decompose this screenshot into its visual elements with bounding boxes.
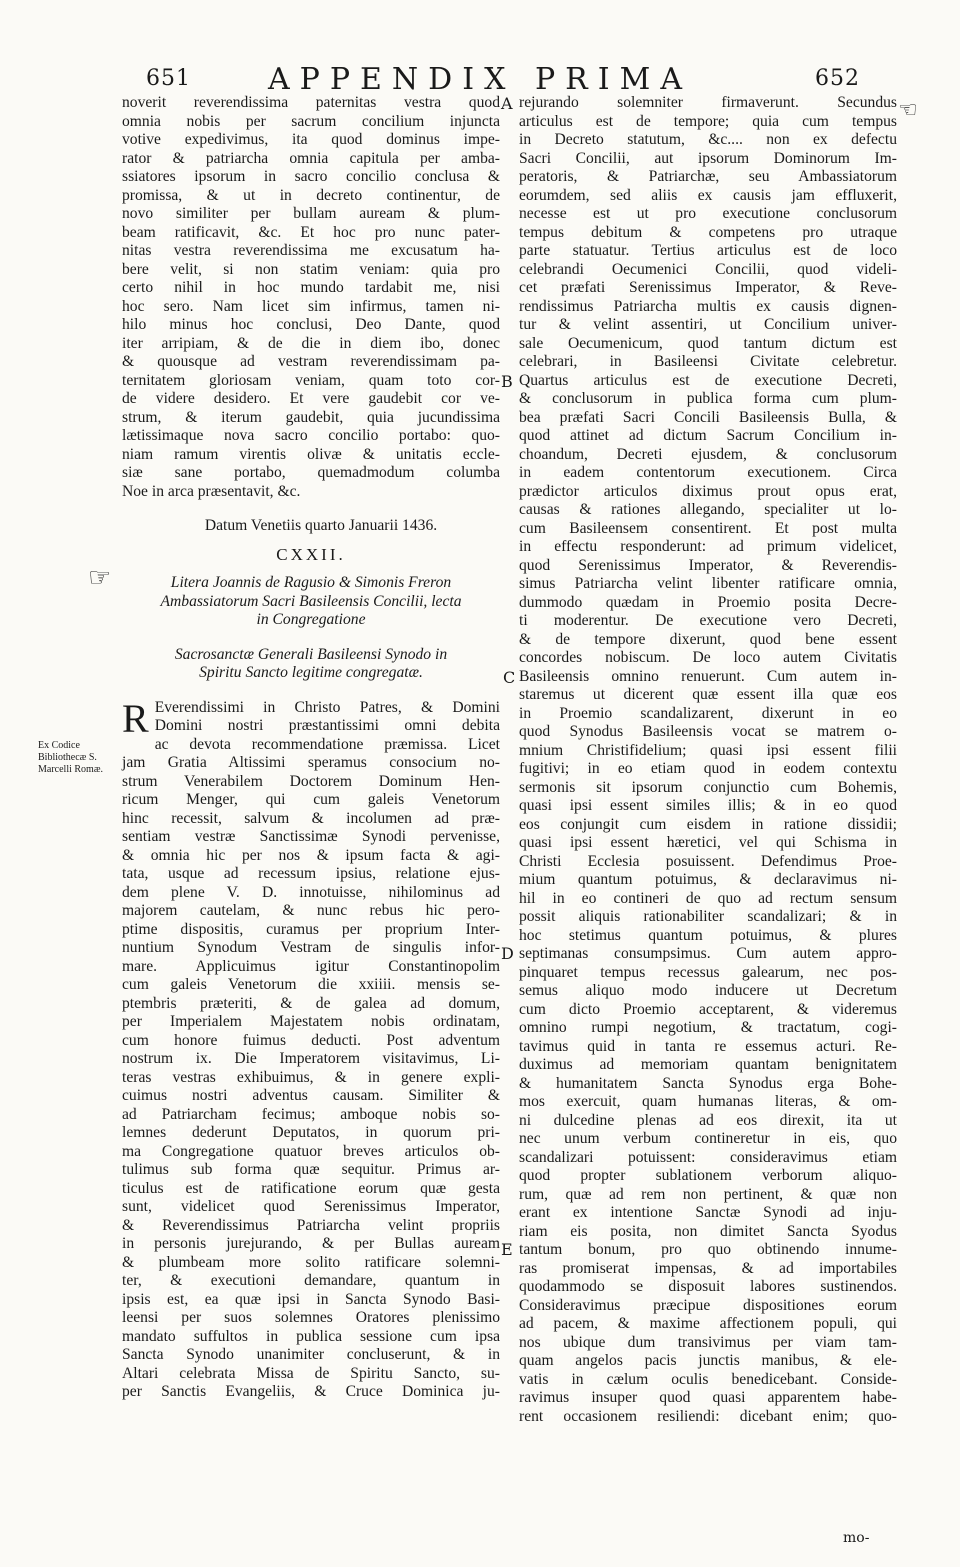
text-line: Noe in arca præsentavit, &c.: [122, 482, 301, 500]
text-line: ptime dispositis, curamus per proprium Inter-: [122, 920, 500, 938]
section-letter: B: [501, 372, 513, 391]
text-line: mare. Applicuimus igitur Constantinopolim: [122, 957, 500, 975]
text-line: quod propter sublationem verborum aliquo-: [519, 1167, 897, 1184]
text-line: strum, & iterum gaudebit, quia jucundissima: [122, 408, 500, 426]
text-line: ssiatores ipsorum in sacro concilio conclusa &: [122, 168, 500, 185]
text-line: ticulus est de ratificatione eorum quæ gesta: [122, 1179, 500, 1197]
text-line: Everendissimi in Christo Patres, & Domini: [154, 698, 500, 716]
running-title: APPENDIX PRIMA: [268, 62, 692, 97]
text-line: tavimus quid in tanta re essemus acturi. Re-: [519, 1037, 897, 1055]
left-top-text: [122, 94, 500, 501]
text-line: jam Gratia Altissimi speramus consocium no-: [122, 754, 500, 771]
text-line: duximus ad memoriam quantam benignitatem: [519, 1056, 897, 1073]
text-line: ti moderentur. De executione vero Decreti,: [519, 612, 897, 629]
text-line: tantum bonum, pro quo obtinendo innume-: [519, 1241, 897, 1258]
text-line: per Imperialem Majestatem nobis ordinatam,: [122, 1013, 500, 1030]
pointing-hand-icon: ☜: [898, 98, 918, 123]
text-line: nec unum verbum contineretur in eis, quo: [519, 1130, 897, 1147]
section-letter: E: [501, 1240, 513, 1259]
text-line: cum honore fuimus deducti. Post adventum: [122, 1031, 500, 1049]
text-line: in Decreto statutum, &c.... non ex defectu: [519, 131, 897, 148]
text-line: & de tempore dixerunt, quod bene essent: [519, 630, 897, 648]
text-line: bere velit, si non statim veniam: quia pro: [122, 260, 500, 278]
text-line: nitas vestra reverendissima me excusatum ha-: [122, 242, 500, 259]
text-line: ricum Menger, qui cum galeis Venetorum: [122, 791, 500, 808]
text-line: parte statuatur. Tertius articulus est de loco: [519, 242, 897, 259]
text-line: sentiam vestræ Sanctissimæ Synodi pervenisse,: [122, 828, 500, 845]
text-line: rum, quæ ad rem non pertinent, & quæ non: [519, 1185, 897, 1203]
text-line: Ambassiatorum Sacri Basileensis Concilii, lecta: [160, 592, 462, 610]
text-line: omnino rumpi negotium, & tractatum, cogi-: [519, 1019, 897, 1036]
text-line: tur & velint assentiri, ut Concilium univer-: [519, 316, 897, 333]
text-line: sale Oecumenicum, quod tantum dictum est: [519, 334, 897, 352]
text-line: mandato suffultos in publica sessione cum ipsa: [122, 1327, 500, 1345]
section-letter: A: [501, 94, 513, 113]
text-line: & quousque ad vestram reverendissimam pa-: [122, 353, 500, 370]
text-line: certo nihil in hoc mundo tardabit me, nisi: [122, 279, 500, 296]
text-line: ma Congregatione quatuor breves articulos ob-: [122, 1142, 500, 1160]
text-line: quasi ipsi essent similes illis; & in eo quod: [519, 797, 897, 814]
text-line: & Reverendissimus Patriarcha velint propriis: [122, 1216, 500, 1234]
text-line: Christi Ecclesia posuissent. Defendimus Proe-: [519, 852, 897, 870]
text-line: Litera Joannis de Ragusio & Simonis Freron: [170, 574, 452, 591]
text-line: & omnia hic per nos & ipsum facta & agi-: [122, 846, 500, 864]
text-line: cet præfati Serenissimus Imperator, & Reve-: [519, 279, 897, 296]
text-line: niam ramum virentis olivæ & unitatis eccle-: [122, 445, 500, 463]
text-line: in effectu responderunt: ad primum videlicet,: [519, 538, 897, 555]
text-line: nos ubique dum transivimus per viam tam-: [519, 1333, 897, 1351]
text-line: erant ex intentione Sanctæ Synodi ad inju-: [519, 1204, 897, 1221]
text-line: Consideravimus præcipue dispositiones eorum: [519, 1296, 897, 1314]
text-line: nuntium Synodum Vestram de singulis infor-: [122, 939, 500, 956]
text-line: omnia nobis per sacrum concilium injuncta: [122, 112, 500, 130]
document-number: CXXII.: [276, 544, 346, 564]
text-line: in Congregatione: [256, 611, 366, 628]
text-line: dem plene V. D. innotuisse, nihilominus ad: [122, 883, 500, 901]
text-line: promissa, & ut in decreto continentur, de: [122, 186, 500, 204]
text-line: noverit reverendissima paternitas vestra quod: [122, 94, 500, 111]
text-line: cum Basileensem consentirent. Et post multa: [519, 519, 897, 537]
text-line: riam eis posita, non dimitet Sancta Syodus: [519, 1222, 897, 1240]
text-line: votive expedivimus, ita quod dominus impe-: [122, 131, 500, 148]
text-line: eorumdem, sed aliis ex causis jam effluxerit,: [519, 186, 897, 204]
text-line: cum dicto Proemio acceptarent, & videremus: [519, 1000, 897, 1018]
text-line: leensi per suos solemnes Oratores plenissimo: [122, 1309, 500, 1326]
text-line: cum galeis Venetorum die xxiiii. mensis se-: [122, 976, 500, 993]
catchword: mo-: [843, 1530, 870, 1546]
text-line: hoc stetimus quantum potuimus, & plures: [519, 926, 897, 944]
text-line: ipsis est, ea quæ ipsi in Sancta Synodo Basi-: [122, 1290, 500, 1308]
text-line: rendissimus Patriarcha multis ex causis dignen-: [519, 297, 897, 315]
text-line: lemnes dederunt Deputatos, in quorum pri-: [122, 1124, 500, 1141]
text-line: Sacrosanctæ Generali Basileensi Synodo in: [174, 645, 448, 663]
text-line: prædictor articulos diximus prout opus erat,: [519, 482, 897, 500]
text-line: pinquaret tempus recessus galearum, nec pos-: [519, 963, 897, 981]
right-column-text: [519, 94, 897, 1426]
section-letter: C: [503, 668, 516, 687]
letter-opening: [122, 695, 500, 741]
text-line: rent occasionem resiliendi: dicebant enim; quo-: [519, 1407, 897, 1425]
text-line: semus aliquo modo inducere ut Decretum: [519, 982, 897, 999]
text-line: staremus ut dicerent quæ essent illa quæ eos: [519, 686, 897, 703]
text-line: sermonis sit ipsorum conjunctio cum Bohemis,: [519, 778, 897, 796]
text-line: per Sanctis Evangeliis, & Cruce Dominica ju-: [122, 1383, 500, 1400]
text-line: simus Patriarcha velint libenter ratificare omnia,: [519, 575, 897, 592]
text-line: causas & rationes allegando, specialiter ut lo-: [519, 501, 897, 518]
left-column: [122, 94, 500, 1402]
text-line: Spiritu Sancto legitime congregatæ.: [199, 664, 423, 681]
letter-body: [122, 736, 500, 1402]
text-line: ad pacem, & maxime affectionem populi, qui: [519, 1315, 897, 1332]
text-line: ac devota recommendatione præmissa. Licet: [154, 735, 500, 753]
text-line: in personis jurejurando, & per Bullas auream: [122, 1235, 500, 1252]
text-line: quod attinet ad dictum Sacrum Concilium in-: [519, 427, 897, 444]
text-line: tulimus sub forma quæ sequitur. Primus ar-: [122, 1161, 500, 1178]
text-line: quam angelos pacis junctis manibus, & ele-: [519, 1352, 897, 1369]
text-line: nostrum ix. Die Imperatorem visitavimus, Li-: [122, 1050, 500, 1067]
text-line: Sacri Concilii, aut ipsorum Dominorum Im-: [519, 149, 897, 167]
section-letter: D: [501, 944, 514, 963]
text-line: strum Venerabilem Doctorem Dominum Hen-: [122, 772, 500, 790]
text-line: teras vestras exhibuimus, & in genere expli-: [122, 1068, 500, 1086]
text-line: possit aliquis rationabiliter scandalizari; & in: [519, 908, 897, 925]
text-line: mos exercuit, quam humanas literas, & om-: [519, 1093, 897, 1110]
text-line: rator & patriarcha omnia capitula per amba-: [122, 149, 500, 167]
text-line: Quartus articulus est de executione Decreti,: [519, 371, 897, 389]
text-line: in eadem contentorum executionem. Circa: [519, 464, 897, 481]
drop-cap: R: [122, 695, 149, 741]
text-line: bea præfati Sacri Concili Basileensis Bulla, &: [519, 408, 897, 426]
text-line: Sancta Synodo unanimiter concluserunt, & in: [122, 1346, 500, 1363]
text-line: sunt, videlicet quod Serenissimus Imperator,: [122, 1198, 500, 1215]
document-title: [122, 574, 500, 630]
text-line: scandalizari potuissent: consideravimus etiam: [519, 1148, 897, 1166]
dated-line: Datum Venetiis quarto Januarii 1436.: [204, 517, 438, 534]
right-column: [519, 94, 897, 1426]
pointing-hand-icon: ☞: [88, 563, 112, 593]
text-line: quod Synodus Basileensis vocat se matrem o-: [519, 723, 897, 740]
text-line: majorem cautelam, & nunc rebus hic pero-: [122, 902, 500, 919]
text-line: celebrari, in Basileensi Civitate celebretur.: [519, 353, 897, 370]
text-line: & humanitatem Sancta Synodus erga Bohe-: [519, 1074, 897, 1092]
text-line: vatis in cælum oculis benedicebant. Conside-: [519, 1370, 897, 1388]
text-line: hil in eo contineri de quo ad rectum sensum: [519, 889, 897, 907]
text-line: hilo minus hoc conclusi, Deo Dante, quod: [122, 316, 500, 333]
text-line: ad Patriarcham fecimus; amboque nobis so-: [122, 1105, 500, 1123]
page-number-right: 652: [815, 66, 860, 91]
text-line: in Proemio scandalizarent, dixerunt in eo: [519, 704, 897, 722]
text-line: ras promiserat impensas, & ad importabiles: [519, 1259, 897, 1277]
text-line: ptembris præteriti, & de galea ad domum,: [122, 994, 500, 1012]
text-line: tempus debitum & competens pro utraque: [519, 223, 897, 241]
page-number-left: 651: [146, 66, 191, 91]
text-line: celebrandi Oecumenici Concilii, quod videli-: [519, 260, 897, 278]
text-line: quasi ipsi essent hæretici, vel qui Schisma in: [519, 834, 897, 851]
salutation: [122, 646, 500, 683]
text-line: articulus est de tempore; quia cum tempus: [519, 112, 897, 130]
text-line: Basileensis omnino renuerunt. Cum autem in-: [519, 667, 897, 685]
text-line: ter, & executioni demandare, quantum in: [122, 1272, 500, 1289]
text-line: novo similiter per bullam auream & plum-: [122, 205, 500, 222]
text-line: dummodo quædam in Proemio posita Decre-: [519, 593, 897, 611]
text-line: hinc recessit, salvum & incolumen ad præ-: [122, 809, 500, 827]
text-line: quod Serenissimus Imperator, & Reverendis-: [519, 556, 897, 574]
text-line: iter arripiam, & de die in diem ibo, donec: [122, 334, 500, 352]
text-line: mnium Christifidelium; quasi ipsi essent filii: [519, 741, 897, 759]
text-line: beam ratificavit, &c. Et hoc pro nunc pater-: [122, 223, 500, 241]
text-line: lætissimaque nova sacro concilio portabo: quo-: [122, 427, 500, 444]
text-line: tata, usque ad recessum ipsius, relatione ejus-: [122, 865, 500, 882]
text-line: & conclusorum in publica forma cum plum-: [519, 390, 897, 407]
text-line: siæ sane portabo, quemadmodum columba: [122, 464, 500, 481]
text-line: ravimus insuper quod quasi apparentem habe-: [519, 1389, 897, 1406]
text-line: concordes nobiscum. De loco autem Civitatis: [519, 649, 897, 666]
text-line: peratoris, & Patriarchæ, seu Ambassiatorum: [519, 168, 897, 185]
text-line: rejurando solemniter firmaverunt. Secundus: [519, 94, 897, 111]
text-line: ternitatem gloriosam veniam, quam toto cor-: [122, 371, 500, 389]
text-line: septimanas consumpsimus. Cum autem appro-: [519, 945, 897, 962]
text-line: ni dulcedine plenas ad eos direxit, ita ut: [519, 1111, 897, 1129]
text-line: mium quantum potuimus, & declaravimus ni-: [519, 871, 897, 888]
text-line: fugitivi; in eo etiam quod in eodem contextu: [519, 760, 897, 777]
text-line: Altari celebrata Missa de Spiritu Sancto, su-: [122, 1364, 500, 1382]
text-line: cuimus nostri adventus causam. Similiter &: [122, 1087, 500, 1104]
text-line: eos conjungit cum eisdem in ratione dissidii;: [519, 815, 897, 833]
text-line: necesse est ut pro executione conclusorum: [519, 205, 897, 222]
text-line: quodammodo se disposuit labores sustinendos.: [519, 1278, 897, 1295]
margin-note: Ex Codice Bibliothecæ S. Marcelli Romæ.: [38, 740, 103, 775]
text-line: choandum, Decreti ejusdem, & conclusorum: [519, 445, 897, 463]
text-line: & plumbeam more solito ratificare solemni-: [122, 1253, 500, 1271]
text-line: hoc sero. Nam licet sim infirmus, tamen ni-: [122, 297, 500, 315]
text-line: de videre desidero. Et vere gaudebit cor ve-: [122, 390, 500, 407]
text-line: Domini nostri præstantissimi omni debita: [154, 717, 500, 734]
